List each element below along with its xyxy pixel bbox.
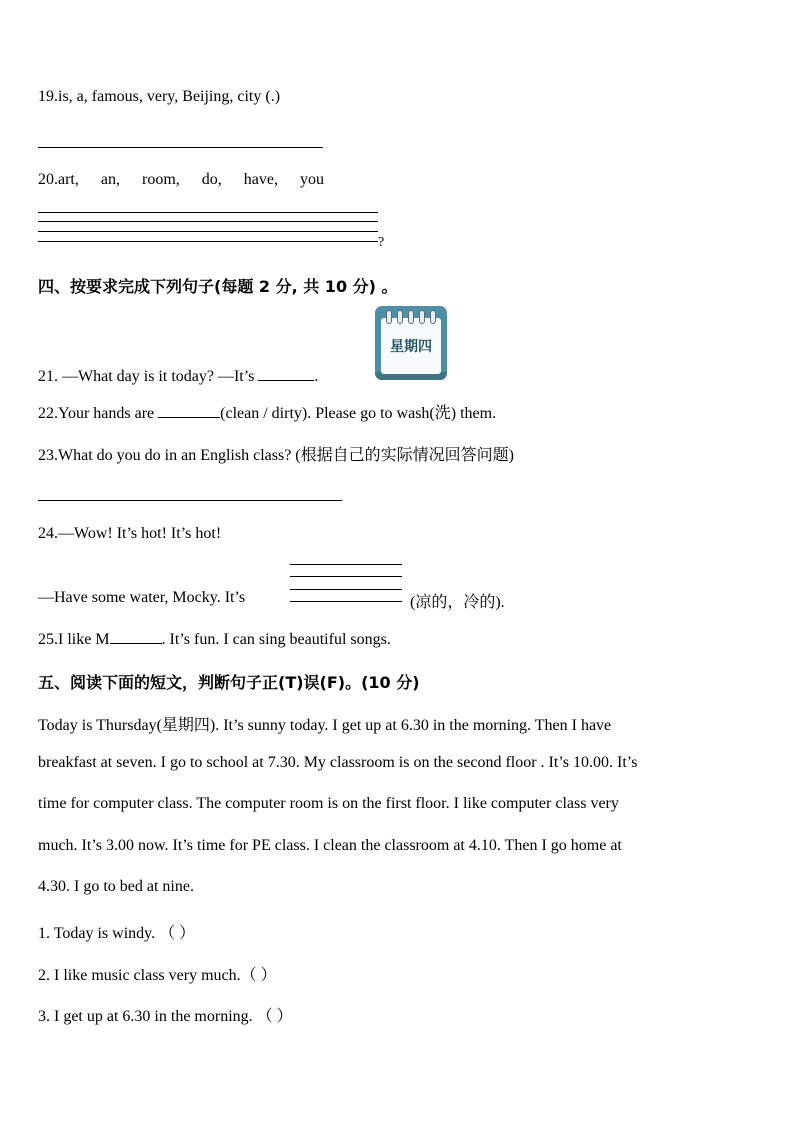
answer-line-23	[38, 500, 342, 501]
q22-before: 22.Your hands are	[38, 405, 159, 422]
answer-line-24	[290, 576, 402, 577]
blank-25	[110, 629, 162, 644]
q25-before: 25.I like M	[38, 631, 110, 648]
passage-line: time for computer class. The computer room is on the first floor. I like computer class very	[38, 795, 619, 812]
question-20	[38, 171, 324, 189]
q25-after: . It’s fun. I can sing beautiful songs.	[161, 631, 391, 648]
blank-22	[158, 403, 220, 418]
q20-question-mark: ?	[378, 235, 385, 250]
question-24-line2: —Have some water, Mocky. It’s	[38, 589, 246, 606]
q20-number: 20.	[38, 171, 58, 188]
q20-word: have,	[243, 171, 278, 188]
answer-line-24	[290, 601, 402, 602]
answer-line-20	[38, 221, 378, 222]
q21-text: 21. —What day is it today? —It’s	[38, 368, 255, 385]
blank-21	[258, 366, 314, 381]
section-5-heading: 五、阅读下面的短文，判断句子正(T)误(F)。(10 分)	[38, 673, 420, 692]
passage-line: 4.30. I go to bed at nine.	[38, 878, 194, 895]
q20-word: room,	[141, 171, 180, 188]
question-19: 19.is, a, famous, very, Beijing, city (.)	[38, 88, 281, 105]
q24-hint: (凉的，冷的).	[410, 594, 505, 611]
q21-end: .	[314, 368, 319, 385]
answer-line-19	[38, 147, 323, 148]
judge-item-2: 2. I like music class very much.（ ）	[38, 967, 277, 984]
question-22	[38, 400, 496, 423]
question-21	[38, 366, 318, 386]
question-24-line1: 24.—Wow! It’s hot! It’s hot!	[38, 525, 222, 542]
q22-after: (clean / dirty). Please go to wash(洗) them.	[220, 405, 497, 422]
section-4-heading: 四、按要求完成下列句子(每题 2 分, 共 10 分) 。	[38, 277, 398, 296]
calendar-icon	[375, 306, 447, 380]
answer-line-24	[290, 589, 402, 590]
passage-line: Today is Thursday(星期四). It’s sunny today. I get up at 6.30 in the morning. Then I have	[38, 717, 612, 734]
question-25	[38, 629, 391, 649]
answer-line-20	[38, 241, 378, 242]
q20-word: do,	[201, 171, 222, 188]
question-23: 23.What do you do in an English class? (根据自己的实际情况回答问题)	[38, 447, 514, 464]
judge-item-3: 3. I get up at 6.30 in the morning. （ ）	[38, 1008, 293, 1025]
answer-line-20	[38, 212, 378, 213]
q20-word: you	[299, 171, 324, 188]
answer-line-20	[38, 231, 378, 232]
answer-line-24	[290, 564, 402, 565]
judge-item-1: 1. Today is windy. （ ）	[38, 925, 196, 942]
q20-word: an,	[100, 171, 120, 188]
passage-line: breakfast at seven. I go to school at 7.30. My classroom is on the second floor . It’s 10.00. It’s	[38, 754, 638, 771]
passage-line: much. It’s 3.00 now. It’s time for PE class. I clean the classroom at 4.10. Then I go home at	[38, 837, 622, 854]
calendar-label: 星期四	[381, 318, 441, 374]
q20-word: art,	[58, 171, 79, 188]
